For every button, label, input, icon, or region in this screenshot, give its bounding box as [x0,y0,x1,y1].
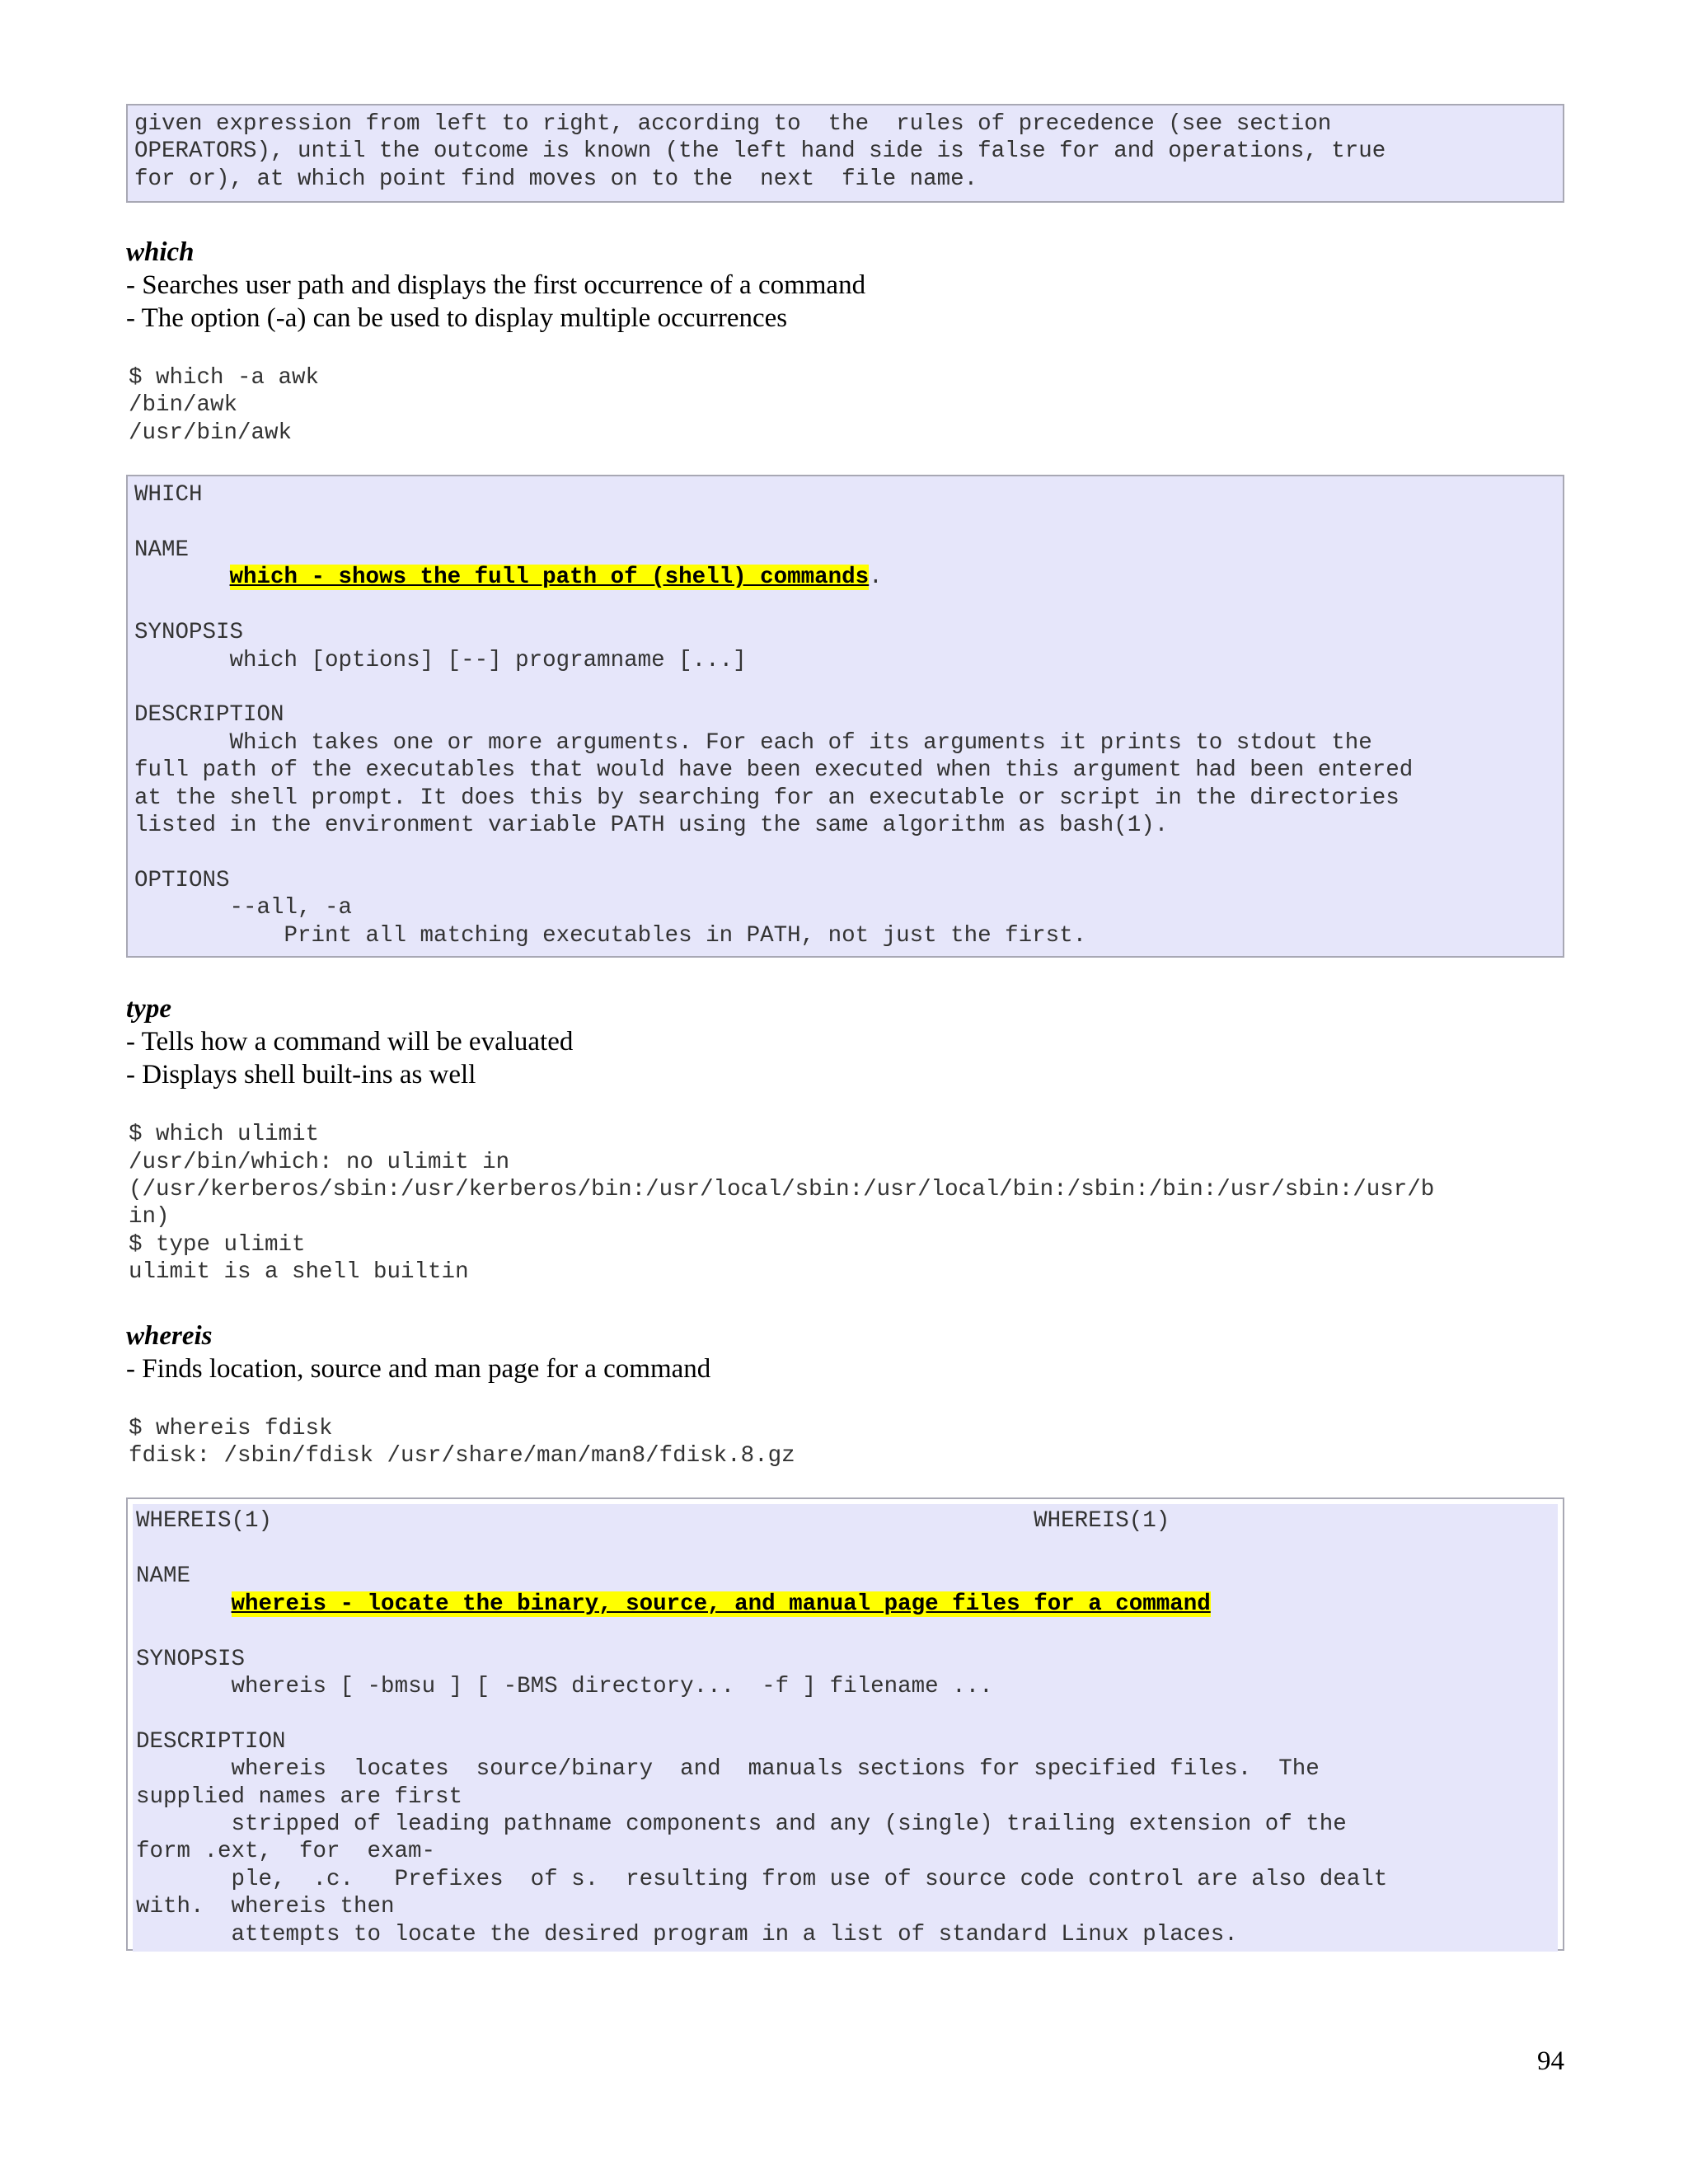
whereis-example: $ whereis fdisk fdisk: /sbin/fdisk /usr/share/man/man8/fdisk.8.gz [129,1415,795,1469]
which-man-name-highlight: which - shows the full path of (shell) commands [229,565,870,591]
which-bullet-1: - Searches user path and displays the first occurrence of a command [126,270,866,300]
whereis-heading: whereis [126,1320,213,1351]
type-bullet-1: - Tells how a command will be evaluated [126,1027,574,1057]
which-man-page [134,481,1556,949]
page-content [126,104,1564,1951]
whereis-man-header: WHEREIS(1) WHEREIS(1) NAME [136,1508,1170,1590]
whereis-man-name-highlight: whereis - locate the binary, source, and manual page files for a command [231,1591,1211,1617]
whereis-man-page-box [126,1497,1564,1951]
which-bullet-2: - The option (-a) can be used to display multiple occurrences [126,303,788,333]
find-man-excerpt: given expression from left to right, according to the rules of precedence (see section OPERATORS), until the outcome is known (the left hand side is false for and operations, true for or), at which point find moves on to the next file name. [134,111,1386,192]
whereis-man-page-inner [133,1504,1558,1952]
which-man-name-period: . [869,565,883,591]
type-bullet-2: - Displays shell built-ins as well [126,1060,476,1090]
whereis-bullet-1: - Finds location, source and man page for a command [126,1353,711,1384]
whereis-man-page [136,1507,1554,1948]
type-example: $ which ulimit /usr/bin/which: no ulimit in (/usr/kerberos/sbin:/usr/kerberos/bin:/usr/local/sbin:/usr/local/bin:/sbin:/bin:/usr/sbin:/usr/b in) $ type ulimit ulimit is a shell builtin [129,1122,1435,1286]
which-man-page-box [126,475,1564,958]
whereis-man-body: SYNOPSIS whereis [ -bmsu ] [ -BMS directory... -f ] filename ... DESCRIPTION whereis locates source/binary and manuals sections for specified files. The supplied names are first stripped of leading pathname components and any (single) trailing extension of the form .ext, for exam- ple, .c. Prefixes of s. resulting from use of source code control are also dealt with. whereis then attempts to locate the desired program in a list of standard Linux places. [136,1646,1388,1947]
which-example: $ which -a awk /bin/awk /usr/bin/awk [129,365,320,446]
which-man-header: WHICH NAME [134,482,203,564]
which-man-body: SYNOPSIS which [options] [--] programname [...] DESCRIPTION Which takes one or more arguments. For each of its arguments it prints to stdout the full path of the executables that would have been executed when this argument had been entered at the shell prompt. It does this by searching for an executable or script in the directories listed in the environment variable PATH using the same algorithm as bash(1). OPTIONS --all, -a Print all matching executables in PATH, not just the first. [134,620,1414,949]
which-heading: which [126,237,195,267]
type-heading: type [126,994,171,1024]
page-number: 94 [1537,2046,1564,2076]
find-man-excerpt-box [126,104,1564,203]
